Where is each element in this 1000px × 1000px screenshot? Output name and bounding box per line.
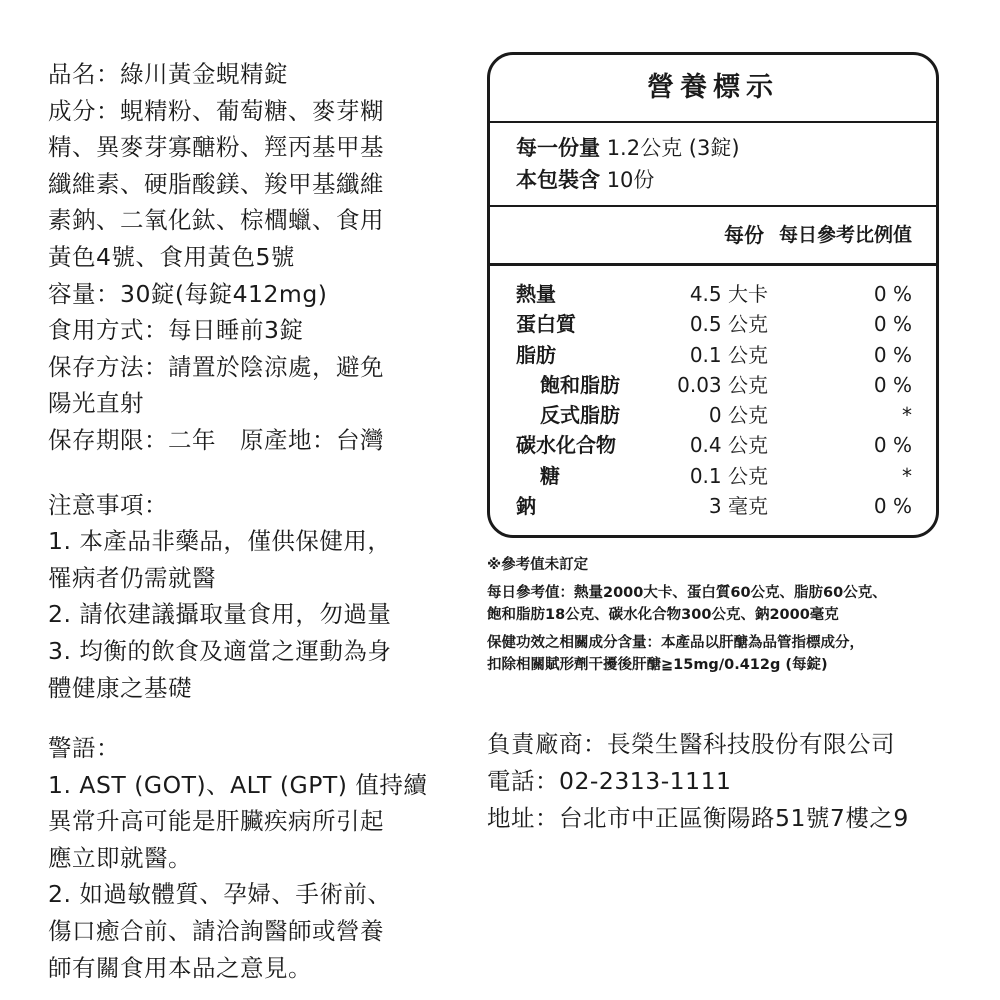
ingredients-line: 纖維素、硬脂酸鎂、羧甲基纖維 [48,169,384,198]
nutrition-notes [487,554,977,676]
servings-row [516,164,936,196]
nutrient-row [490,461,936,491]
nutrient-daily-pct: 0 % [873,282,912,306]
nutrient-name: 碳水化合物 [516,433,616,458]
nutrient-daily-pct: 0 % [873,494,912,519]
nutrient-row [490,340,936,370]
nutrient-row [490,430,936,460]
servings-value: 10份 [606,168,655,192]
ingredients-line: 黃色4號、食用黃色5號 [48,242,295,271]
nutrient-name: 熱量 [516,282,556,306]
nutrient-daily-pct: 0 % [873,433,912,458]
nutrient-row [490,279,936,309]
cautions-section [48,487,448,707]
caution-line: 罹病者仍需就醫 [48,563,216,592]
warning-line: 2. 如過敏體質、孕婦、手術前、 [48,880,392,909]
warnings-heading: 警語： [48,734,120,763]
nutrient-name: 糖 [540,463,560,488]
phone-line: 電話：02-2313-1111 [487,767,732,795]
shelf-life-origin-line: 保存期限：二年 原產地：台灣 [48,425,384,454]
note-line: 每日參考值：熱量2000大卡、蛋白質60公克、脂肪60公克、 [487,585,887,601]
serving-size-label: 每一份量 [516,136,600,160]
caution-line: 3. 均衡的飲食及適當之運動為身 [48,636,392,665]
servings-label: 本包裝含 [516,168,600,192]
nutrient-name: 脂肪 [516,342,556,367]
warning-line: 師有關食用本品之意見。 [48,953,312,982]
nutrition-facts-panel [487,52,939,538]
nutrient-value: 4.5 大卡 [689,282,768,306]
nutrient-value: 0.1 公克 [689,463,768,488]
usage-line: 食用方式：每日睡前3錠 [48,316,304,345]
nutrient-row [490,309,936,339]
maker-line: 負責廠商：長榮生醫科技股份有限公司 [487,730,895,758]
ingredients-line: 成分：蜆精粉、葡萄糖、麥芽糊 [48,96,384,125]
ingredients-line: 素鈉、二氧化鈦、棕櫚蠟、食用 [48,206,384,235]
nutrition-title: 營養標示 [647,72,779,103]
nutrient-value: 0 公克 [708,403,768,428]
nutrient-value: 0.4 公克 [689,433,768,458]
nutrient-name: 反式脂肪 [540,403,620,428]
nutrient-value: 0.03 公克 [677,372,768,397]
capacity-line: 容量：30錠(每錠412mg) [48,279,328,308]
column-header [490,207,936,263]
caution-line: 1. 本產品非藥品，僅供保健用， [48,527,392,556]
nutrient-value: 0.5 公克 [689,312,768,337]
serving-size-value: 1.2公克 (3錠) [606,136,740,160]
product-info-column [48,56,448,986]
cautions-heading: 注意事項： [48,490,168,519]
nutrient-name: 飽和脂肪 [540,372,620,397]
nutrient-daily-pct: * [902,463,912,488]
nutrition-rows [490,266,936,521]
serving-info [490,123,936,205]
product-details [48,56,448,459]
storage-line: 陽光直射 [48,389,144,418]
warning-line: 傷口癒合前、請洽詢醫師或營養 [48,917,384,946]
note-line: 保健功效之相關成分含量：本產品以肝醣為品管指標成分， [487,635,864,651]
ingredients-line: 精、異麥芽寡醣粉、羥丙基甲基 [48,133,384,162]
caution-line: 體健康之基礎 [48,673,192,702]
nutrient-row [490,370,936,400]
address-line: 地址：台北市中正區衡陽路51號7樓之9 [487,804,909,832]
nutrient-row [490,400,936,430]
nutrient-daily-pct: 0 % [873,372,912,397]
nutrient-row [490,491,936,521]
note-line: 飽和脂肪18公克、碳水化合物300公克、鈉2000毫克 [487,607,839,623]
warning-line: 異常升高可能是肝臟疾病所引起 [48,807,384,836]
caution-line: 2. 請依建議攝取量食用，勿過量 [48,600,392,629]
nutrient-value: 0.1 公克 [689,342,768,367]
daily-value-header: 每日參考比例值 [778,224,912,246]
nutrient-value: 3 毫克 [708,494,768,519]
warning-line: 1. AST (GOT)、ALT (GPT) 值持續 [48,770,428,799]
product-name-line: 品名：綠川黃金蜆精錠 [48,60,288,88]
nutrient-name: 蛋白質 [516,312,576,337]
nutrient-name: 鈉 [516,494,536,519]
warning-line: 應立即就醫。 [48,843,192,872]
nutrient-daily-pct: 0 % [873,342,912,367]
company-info [487,726,909,837]
nutrient-daily-pct: 0 % [873,312,912,337]
note-line: ※參考值未訂定 [487,557,589,573]
serving-size-row [516,132,936,164]
note-line: 扣除相關賦形劑干擾後肝醣≧15mg/0.412g (每錠) [487,657,828,673]
nutrient-daily-pct: * [902,403,912,428]
per-serving-header: 每份 [724,223,764,247]
warnings-section [48,730,448,986]
storage-line: 保存方法：請置於陰涼處，避免 [48,352,384,381]
